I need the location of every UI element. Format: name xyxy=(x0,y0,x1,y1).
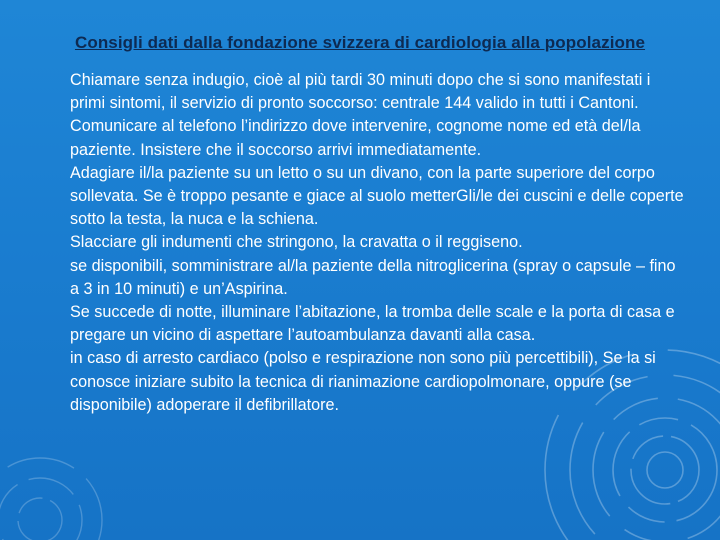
advice-item-give-address: Comunicare al telefono l’indirizzo dove intervenire, cognome nome ed età del/la paziente. Insistere che il soccorso arrivi immediatamente. xyxy=(70,117,641,159)
advice-item-medication: se disponibili, somministrare al/la paziente della nitroglicerina (spray o capsule – fino a 3 in 10 minuti) e un’Aspirina. xyxy=(70,256,676,298)
advice-item-cardiac-arrest: in caso di arresto cardiaco (polso e respirazione non sono più percettibili), Se la si conosce iniziare subito la tecnica di rianimazione cardiopolmonare, oppure (se disponibile) adoperare il defibrillatore. xyxy=(70,349,656,414)
slide-title: Consigli dati dalla fondazione svizzera di cardiologia alla popolazione xyxy=(74,33,646,52)
advice-list xyxy=(70,69,685,417)
advice-item-loosen-clothes: Slacciare gli indumenti che stringono, la cravatta o il reggiseno. xyxy=(70,233,523,252)
advice-item-night-lighting: Se succede di notte, illuminare l’abitazione, la tromba delle scale e la porta di casa e pregare un vicino di aspettare l’autoambulanza davanti alla casa. xyxy=(70,303,675,345)
advice-item-call-emergency: Chiamare senza indugio, cioè al più tardi 30 minuti dopo che si sono manifestati i primi sintomi, il servizio di pronto soccorso: centrale 144 valido in tutti i Cantoni. xyxy=(70,71,651,113)
advice-item-position-patient: Adagiare il/la paziente su un letto o su un divano, con la parte superiore del corpo sollevata. Se è troppo pesante e giace al suolo metterGli/le dei cuscini e delle coperte sotto la testa, la nuca e la schiena. xyxy=(70,163,684,229)
